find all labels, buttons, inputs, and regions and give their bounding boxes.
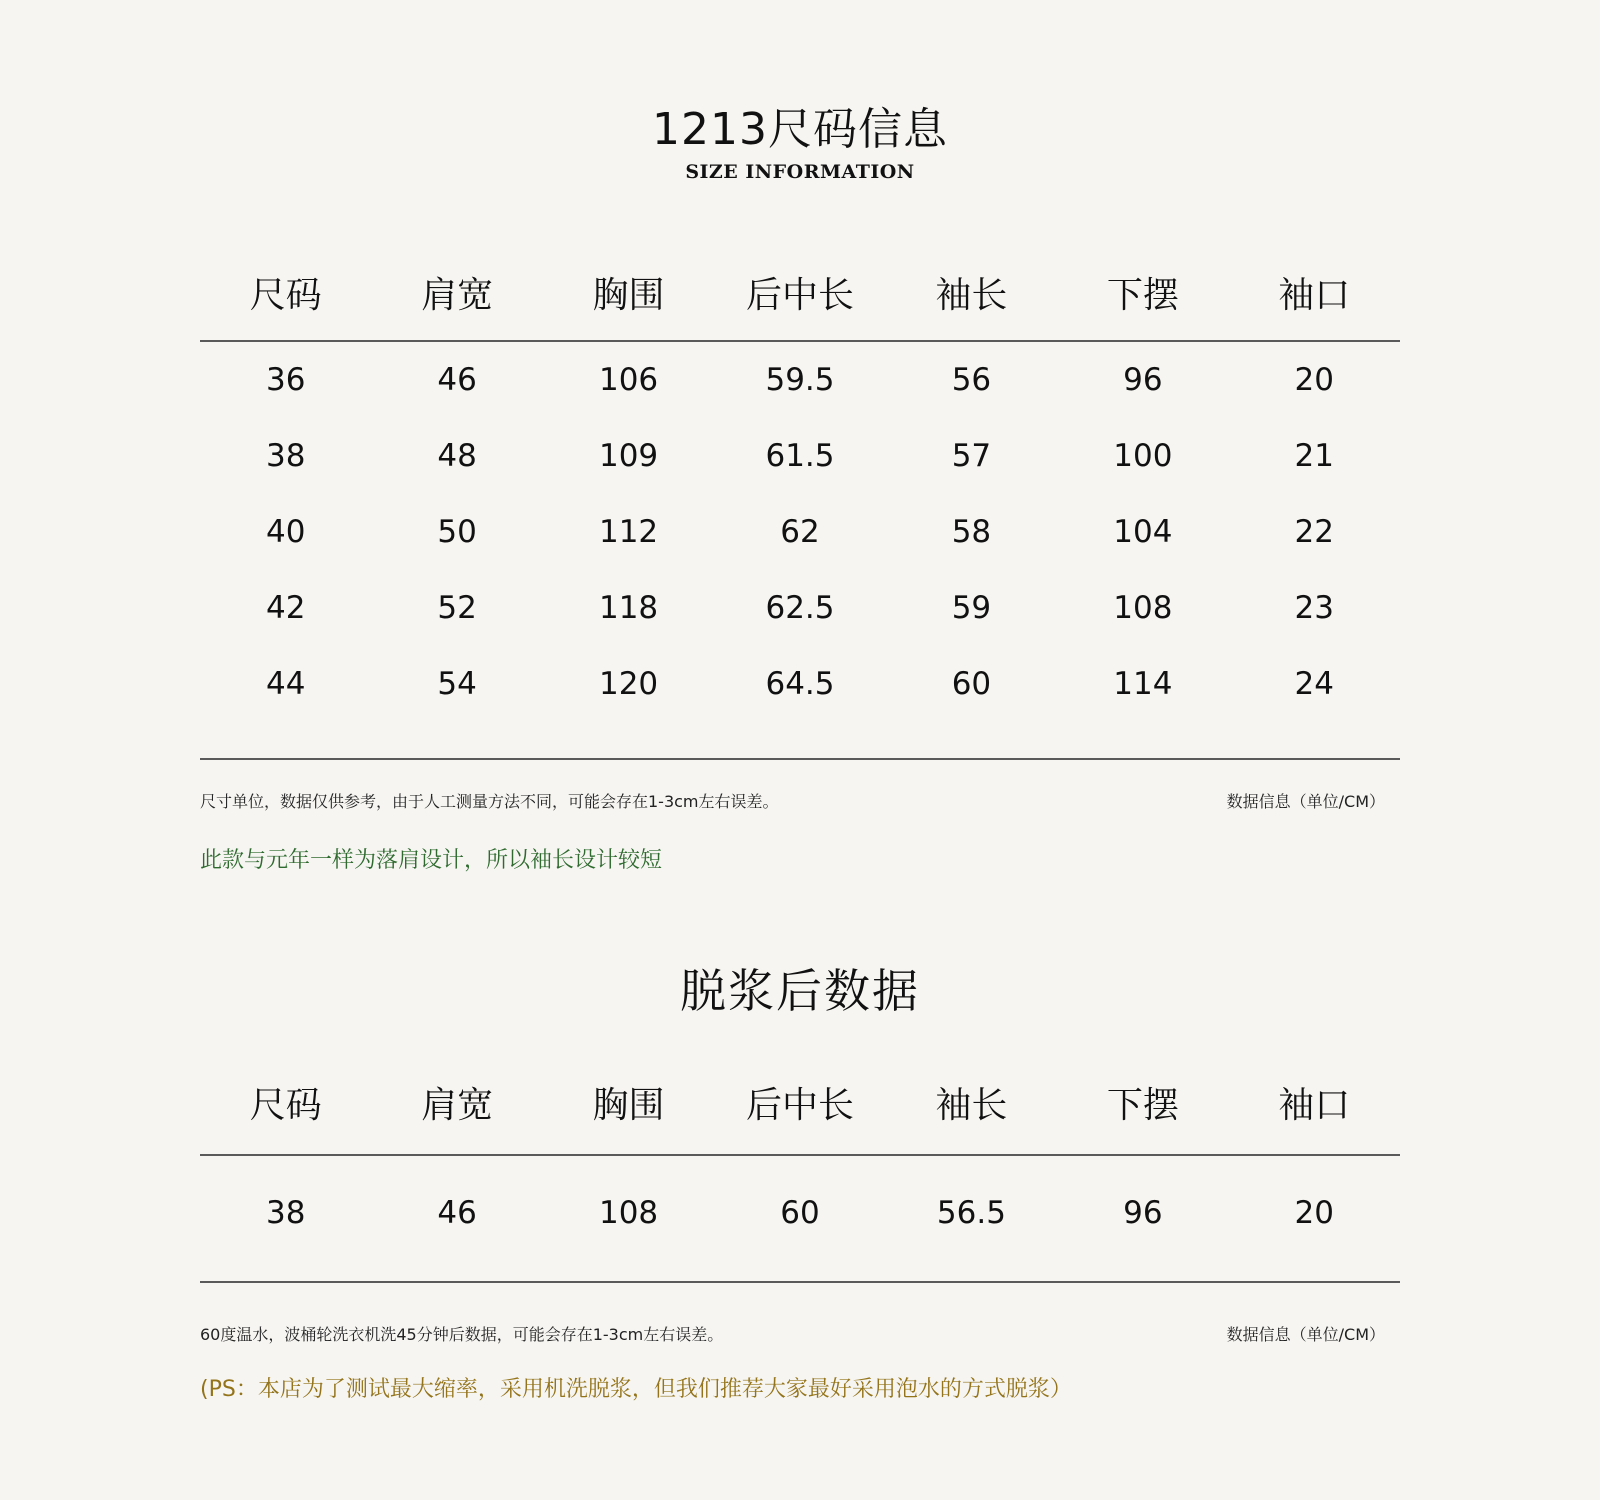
page-title: 1213尺码信息	[652, 104, 948, 155]
sleeve-length-cell: 57	[951, 438, 992, 474]
cuff-cell: 20	[1294, 1195, 1334, 1231]
header-cuff: 袖口	[1278, 1085, 1351, 1126]
header-back-length: 后中长	[745, 275, 854, 316]
chest-cell: 108	[598, 1195, 659, 1231]
table-row	[200, 418, 1400, 494]
chest-cell: 120	[598, 666, 659, 702]
shoulder-cell: 52	[437, 590, 477, 626]
size-cell: 44	[265, 666, 306, 702]
header-shoulder: 肩宽	[421, 1085, 494, 1126]
size-table-bottom-rule	[200, 758, 1400, 760]
size-cell: 38	[265, 1195, 306, 1231]
chest-cell: 109	[598, 438, 659, 474]
cuff-cell: 21	[1294, 438, 1334, 474]
sleeve-length-cell: 56	[951, 362, 992, 398]
wash-table-bottom-rule	[200, 1281, 1400, 1283]
table-row	[200, 646, 1400, 722]
page-subtitle: SIZE INFORMATION	[685, 161, 915, 183]
cuff-cell: 24	[1294, 666, 1334, 702]
wash-note: 60度温水，波桶轮洗衣机洗45分钟后数据，可能会存在1-3cm左右误差。	[200, 1325, 724, 1344]
cuff-cell: 23	[1294, 590, 1334, 626]
size-cell: 38	[265, 438, 306, 474]
hem-cell: 108	[1113, 590, 1173, 626]
back-length-cell: 59.5	[765, 362, 835, 398]
shoulder-cell: 50	[437, 514, 477, 550]
hem-cell: 114	[1113, 666, 1173, 702]
header-size: 尺码	[249, 275, 322, 316]
sleeve-length-cell: 58	[951, 514, 992, 550]
cuff-cell: 22	[1294, 514, 1334, 550]
shoulder-cell: 46	[437, 362, 477, 398]
wash-section-title: 脱浆后数据	[680, 964, 920, 1018]
wash-unit-label: 数据信息（单位/CM）	[1226, 1325, 1385, 1344]
wash-table-top-rule	[200, 1154, 1400, 1156]
ps-note: (PS：本店为了测试最大缩率，采用机洗脱浆，但我们推荐大家最好采用泡水的方式脱浆）	[200, 1377, 1072, 1402]
back-length-cell: 64.5	[765, 666, 835, 702]
size-cell: 42	[265, 590, 306, 626]
header-hem: 下摆	[1106, 1085, 1179, 1126]
header-hem: 下摆	[1106, 275, 1179, 316]
chest-cell: 106	[598, 362, 659, 398]
shoulder-cell: 48	[437, 438, 477, 474]
shoulder-cell: 46	[437, 1195, 477, 1231]
sleeve-length-cell: 59	[951, 590, 992, 626]
design-note: 此款与元年一样为落肩设计，所以袖长设计较短	[200, 848, 663, 873]
hem-cell: 96	[1123, 362, 1163, 398]
header-chest: 胸围	[592, 275, 665, 316]
back-length-cell: 62	[780, 514, 820, 550]
chest-cell: 118	[598, 590, 659, 626]
size-table-header	[200, 268, 1400, 324]
header-back-length: 后中长	[745, 1085, 854, 1126]
wash-table-header	[200, 1078, 1400, 1134]
shoulder-cell: 54	[437, 666, 477, 702]
hem-cell: 96	[1123, 1195, 1163, 1231]
size-note: 尺寸单位，数据仅供参考，由于人工测量方法不同，可能会存在1-3cm左右误差。	[200, 792, 779, 811]
sleeve-length-cell: 56.5	[936, 1195, 1006, 1231]
header-chest: 胸围	[592, 1085, 665, 1126]
header-cuff: 袖口	[1278, 275, 1351, 316]
table-row	[200, 570, 1400, 646]
sleeve-length-cell: 60	[951, 666, 992, 702]
chest-cell: 112	[598, 514, 659, 550]
back-length-cell: 61.5	[765, 438, 835, 474]
cuff-cell: 20	[1294, 362, 1334, 398]
header-shoulder: 肩宽	[421, 275, 494, 316]
hem-cell: 104	[1113, 514, 1173, 550]
header-size: 尺码	[249, 1085, 322, 1126]
unit-label: 数据信息（单位/CM）	[1226, 792, 1385, 811]
header-sleeve-length: 袖长	[935, 275, 1008, 316]
back-length-cell: 62.5	[765, 590, 835, 626]
back-length-cell: 60	[780, 1195, 820, 1231]
size-cell: 40	[265, 514, 306, 550]
hem-cell: 100	[1113, 438, 1173, 474]
header-sleeve-length: 袖长	[935, 1085, 1008, 1126]
size-cell: 36	[265, 362, 306, 398]
table-row	[200, 342, 1400, 418]
table-row	[200, 494, 1400, 570]
table-row	[200, 1175, 1400, 1251]
